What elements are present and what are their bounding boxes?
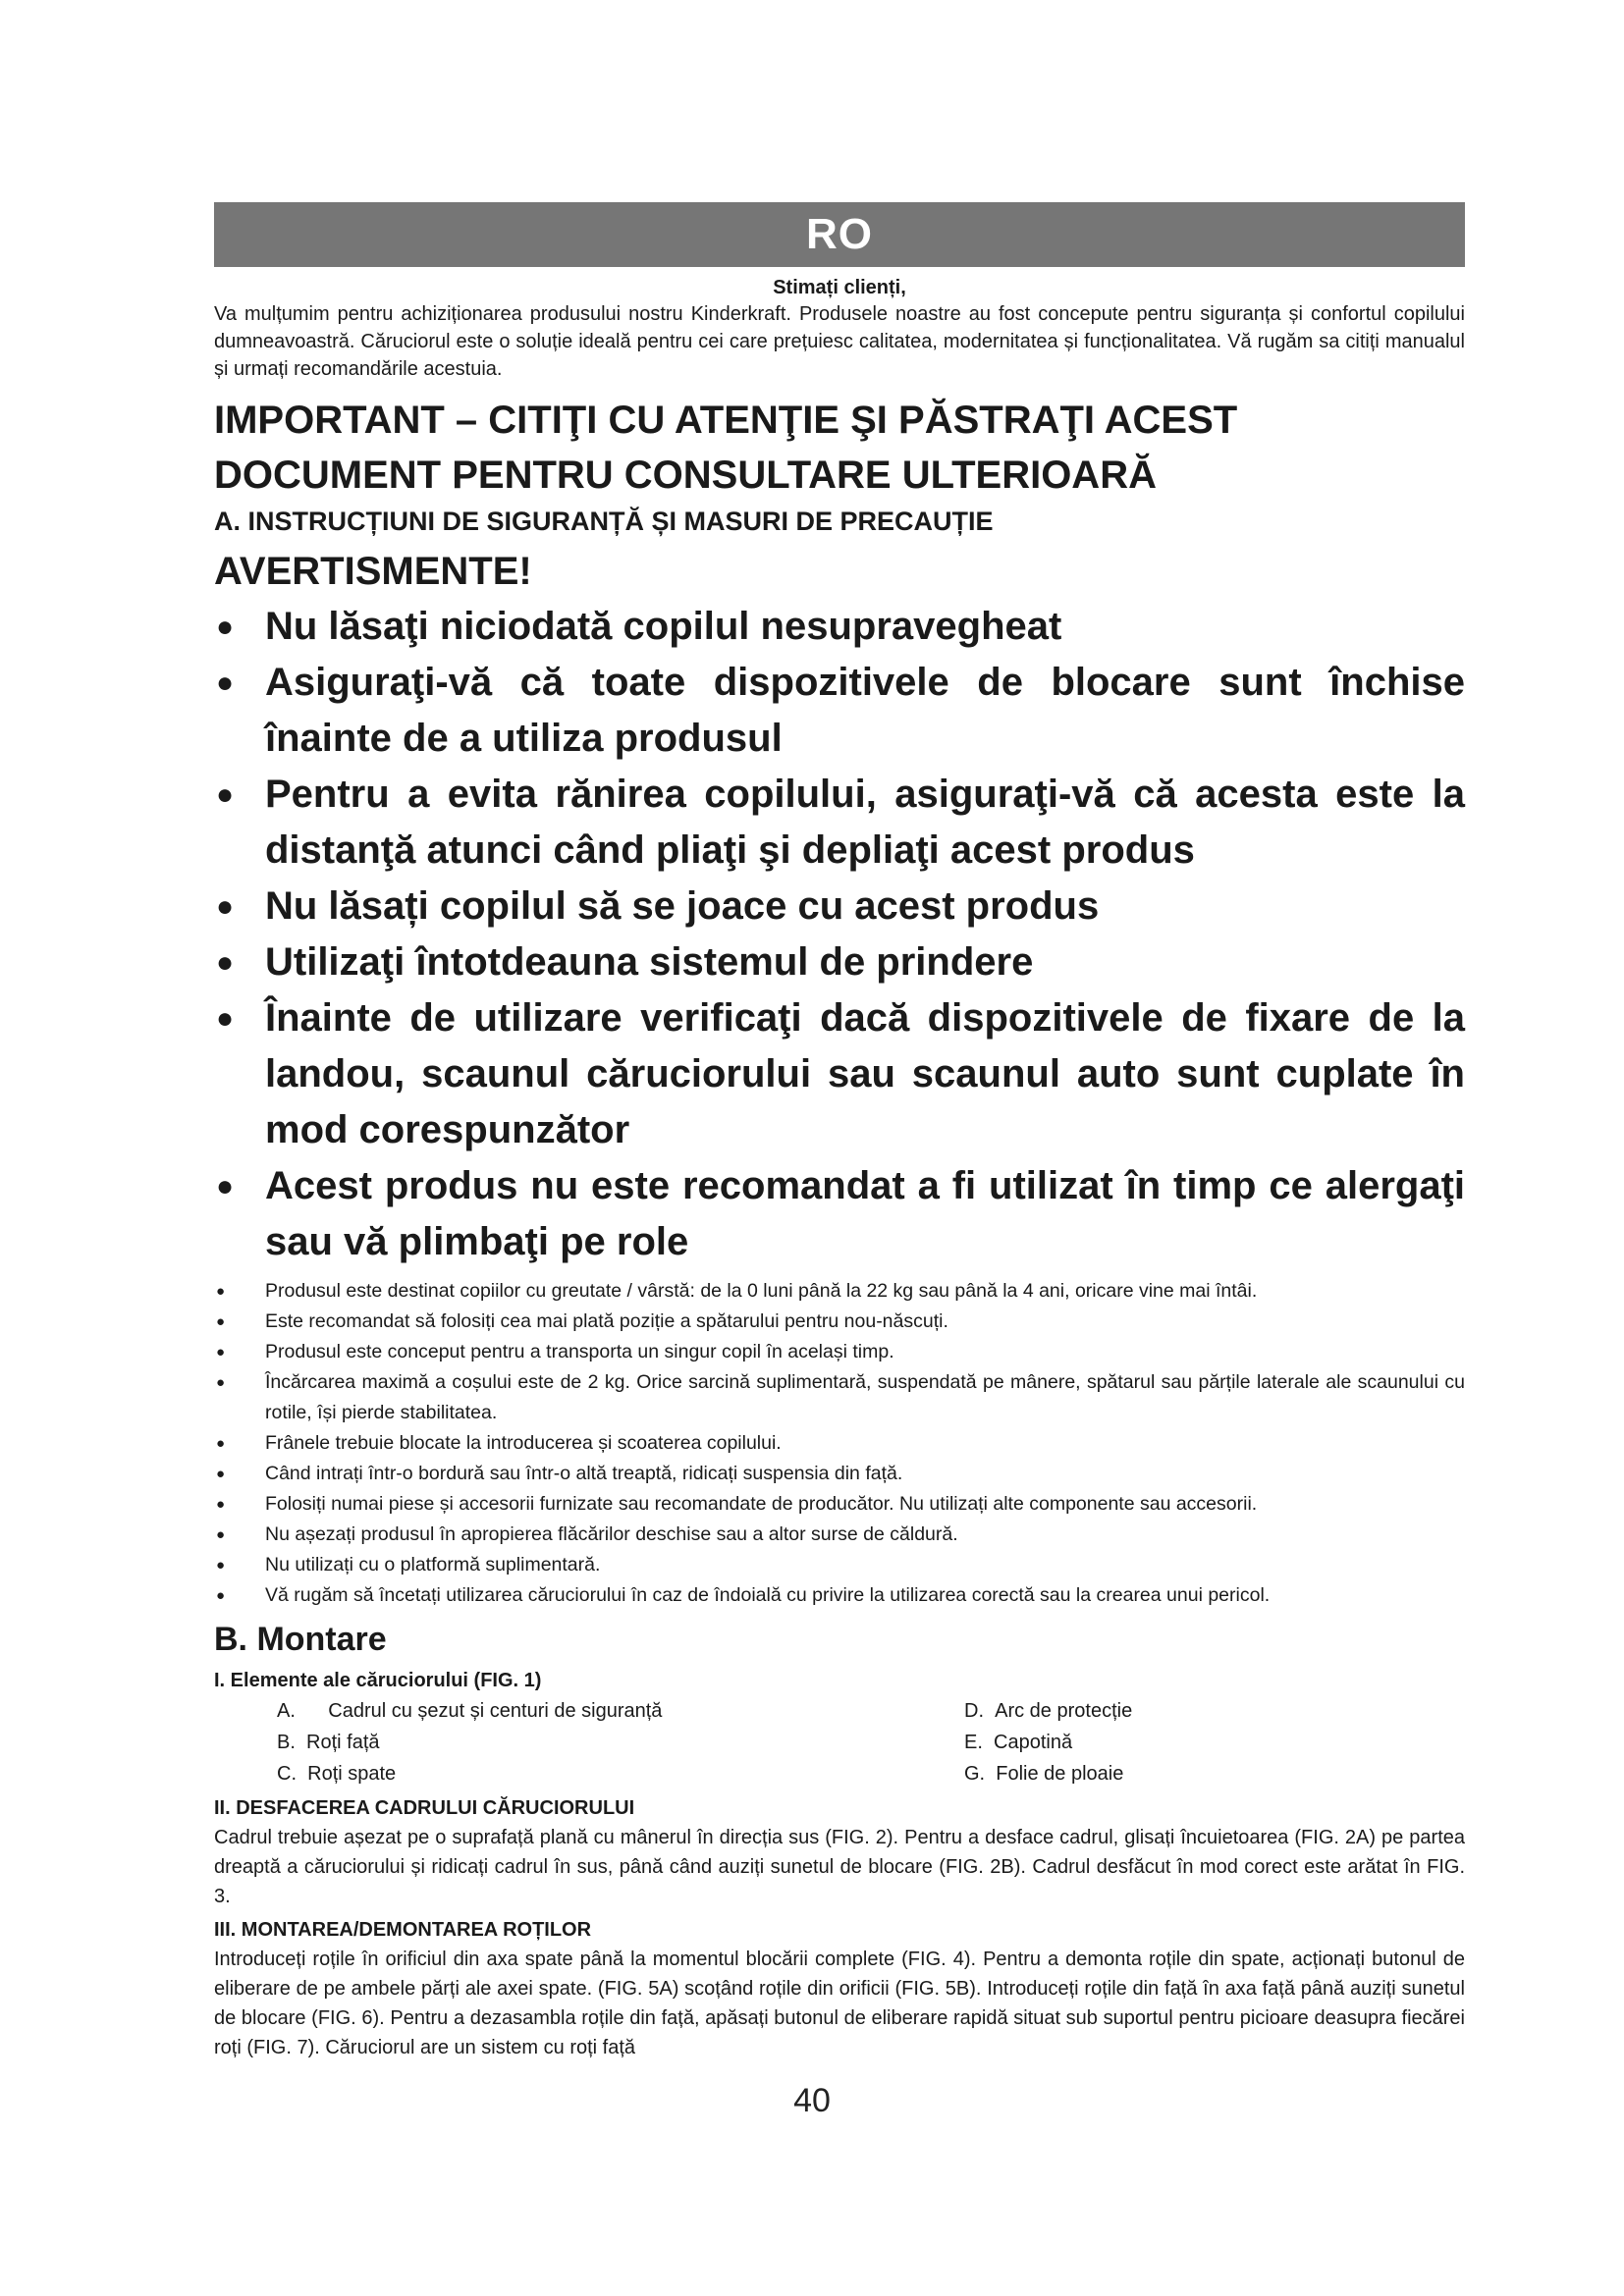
parts-column-left — [277, 1695, 866, 1789]
note-text: Vă rugăm să încetați utilizarea căruciorului în caz de îndoială cu privire la utilizarea corectă sau la crearea unui pericol. — [265, 1584, 1271, 1606]
elements-heading: I. Elemente ale căruciorului (FIG. 1) — [214, 1670, 542, 1691]
bullet-icon: ● — [216, 1435, 226, 1452]
bullet-icon: ● — [216, 1313, 226, 1330]
part-letter: B. — [277, 1732, 296, 1753]
part-item — [964, 1758, 1377, 1789]
part-letter: D. — [964, 1700, 984, 1722]
note-item — [214, 1520, 1465, 1550]
part-letter: E. — [964, 1732, 983, 1753]
document-page — [214, 202, 1465, 2062]
bullet-icon: ● — [216, 1344, 226, 1361]
warning-text: Nu lăsați copilul să se joace cu acest produs — [265, 884, 1100, 928]
wheels-heading: III. MONTAREA/DEMONTAREA ROȚILOR — [214, 1919, 592, 1941]
part-name: Roți față — [306, 1732, 380, 1753]
part-item — [277, 1727, 866, 1758]
bullet-icon: ● — [216, 778, 235, 811]
language-code: RO — [806, 210, 873, 258]
note-item — [214, 1367, 1465, 1428]
language-header-bar — [214, 202, 1465, 267]
bullet-icon: ● — [216, 1002, 235, 1035]
part-item — [964, 1695, 1377, 1727]
warning-item — [214, 767, 1465, 879]
note-text: Produsul este destinat copiilor cu greutate / vârstă: de la 0 luni până la 22 kg sau până la 4 ani, oricare vine mai întâi. — [265, 1280, 1258, 1302]
intro-paragraph: Va mulțumim pentru achiziționarea produsului nostru Kinderkraft. Produsele noastre au fost concepute pentru siguranța și confortul copilului dumneavoastră. Căruciorul este o soluție ideală pentru cei care prețuiesc calitatea, modernitatea și funcționalitatea. Vă rugăm sa citiți manualul și urmați recomandările acestuia. — [214, 303, 1465, 380]
bullet-icon: ● — [216, 1496, 226, 1513]
unfold-heading: II. DESFACEREA CADRULUI CĂRUCIORULUI — [214, 1797, 635, 1819]
part-name: Capotină — [994, 1732, 1073, 1753]
note-item — [214, 1307, 1465, 1337]
part-item — [277, 1758, 866, 1789]
warnings-list — [214, 599, 1465, 1270]
page-number: 40 — [793, 2082, 831, 2119]
section-b-heading: B. Montare — [214, 1621, 387, 1658]
warning-item — [214, 990, 1465, 1158]
important-title-line-2: DOCUMENT PENTRU CONSULTARE ULTERIOARĂ — [214, 454, 1157, 497]
warnings-heading: AVERTISMENTE! — [214, 550, 532, 593]
unfold-paragraph: Cadrul trebuie așezat pe o suprafață plană cu mânerul în direcția sus (FIG. 2). Pentru a desface cadrul, glisați încuietoarea (FIG. 2A) pe partea dreaptă a căruciorului și ridicați cadrul în sus, până când auziți sunetul de blocare (FIG. 2B). Cadrul desfăcut în mod corect este arătat în FIG. 3. — [214, 1827, 1465, 1907]
notes-list — [214, 1276, 1465, 1611]
warning-item — [214, 655, 1465, 767]
part-name: Roți spate — [307, 1763, 397, 1785]
bullet-icon: ● — [216, 1170, 235, 1202]
note-text: Când intrați într-o bordură sau într-o altă treaptă, ridicați suspensia din față. — [265, 1463, 903, 1484]
warning-text: Înainte de utilizare verificaţi dacă dispozitivele de fixare de la landou, scaunul căruciorului sau scaunul auto sunt cuplate în mod corespunzător — [265, 996, 1465, 1151]
warning-item — [214, 1158, 1465, 1270]
bullet-icon: ● — [216, 1557, 226, 1574]
warning-text: Pentru a evita rănirea copilului, asiguraţi-vă că acesta este la distanţă atunci când pliaţi şi depliaţi acest produs — [265, 773, 1465, 872]
important-title — [214, 393, 1465, 503]
note-item — [214, 1276, 1465, 1307]
warning-item — [214, 599, 1465, 655]
part-letter: A. — [277, 1700, 296, 1722]
warning-text: Utilizaţi întotdeauna sistemul de prindere — [265, 940, 1034, 984]
bullet-icon: ● — [216, 1283, 226, 1300]
note-item — [214, 1459, 1465, 1489]
bullet-icon: ● — [216, 1374, 226, 1391]
bullet-icon: ● — [216, 1466, 226, 1482]
part-item — [964, 1727, 1377, 1758]
note-item — [214, 1550, 1465, 1580]
section-a-heading: A. INSTRUCȚIUNI DE SIGURANȚĂ ȘI MASURI DE PRECAUȚIE — [214, 507, 994, 536]
note-text: Nu așezați produsul în apropierea flăcărilor deschise sau a altor surse de căldură. — [265, 1523, 958, 1545]
note-text: Frânele trebuie blocate la introducerea și scoaterea copilului. — [265, 1432, 782, 1454]
note-text: Produsul este conceput pentru a transporta un singur copil în același timp. — [265, 1341, 894, 1362]
warning-text: Nu lăsaţi niciodată copilul nesupravegheat — [265, 605, 1062, 648]
note-text: Este recomandat să folosiți cea mai plată poziție a spătarului pentru nou-născuți. — [265, 1310, 948, 1332]
warning-item — [214, 934, 1465, 990]
warning-text: Acest produs nu este recomandat a fi utilizat în timp ce alergaţi sau vă plimbaţi pe role — [265, 1164, 1465, 1263]
part-name: Arc de protecție — [995, 1700, 1133, 1722]
note-text: Folosiți numai piese și accesorii furnizate sau recomandate de producător. Nu utilizați alte componente sau accesorii. — [265, 1493, 1258, 1515]
parts-list — [214, 1695, 1465, 1789]
part-name: Cadrul cu șezut și centuri de siguranță — [328, 1700, 663, 1722]
note-text: Nu utilizați cu o platformă suplimentară. — [265, 1554, 601, 1575]
bullet-icon: ● — [216, 611, 235, 643]
note-item — [214, 1428, 1465, 1459]
parts-column-right — [964, 1695, 1377, 1789]
bullet-icon: ● — [216, 946, 235, 979]
bullet-icon: ● — [216, 1587, 226, 1604]
bullet-icon: ● — [216, 667, 235, 699]
wheels-paragraph: Introduceți roțile în orificiul din axa spate până la momentul blocării complete (FIG. 4). Pentru a demonta roțile din spate, acționați butonul de eliberare de pe ambele părți ale axei spate. (FIG. 5A) scoțând roțile din orificii (FIG. 5B). Introduceți roțile din față în axa față până auziți sunetul de blocare (FIG. 6). Pentru a dezasambla roțile din față, apăsați butonul de eliberare rapidă situat sub suportul pentru picioare deasupra fiecărei roți (FIG. 7). Căruciorul are un sistem cu roți față — [214, 1949, 1465, 2058]
part-name: Folie de ploaie — [996, 1763, 1124, 1785]
part-item — [277, 1695, 866, 1727]
greeting: Stimați clienți, — [773, 277, 906, 298]
warning-item — [214, 879, 1465, 934]
bullet-icon: ● — [216, 890, 235, 923]
note-item — [214, 1580, 1465, 1611]
note-text: Încărcarea maximă a coșului este de 2 kg. Orice sarcină suplimentară, suspendată pe mânere, spătarul sau părțile laterale ale scaunului cu rotile, își pierde stabilitatea. — [265, 1371, 1465, 1423]
note-item — [214, 1337, 1465, 1367]
part-letter: G. — [964, 1763, 986, 1785]
note-item — [214, 1489, 1465, 1520]
part-letter: C. — [277, 1763, 297, 1785]
important-title-line-1: IMPORTANT – CITIŢI CU ATENŢIE ŞI PĂSTRAŢI ACEST — [214, 399, 1238, 442]
bullet-icon: ● — [216, 1526, 226, 1543]
warning-text: Asiguraţi-vă că toate dispozitivele de blocare sunt închise înainte de a utiliza produsul — [265, 661, 1465, 760]
